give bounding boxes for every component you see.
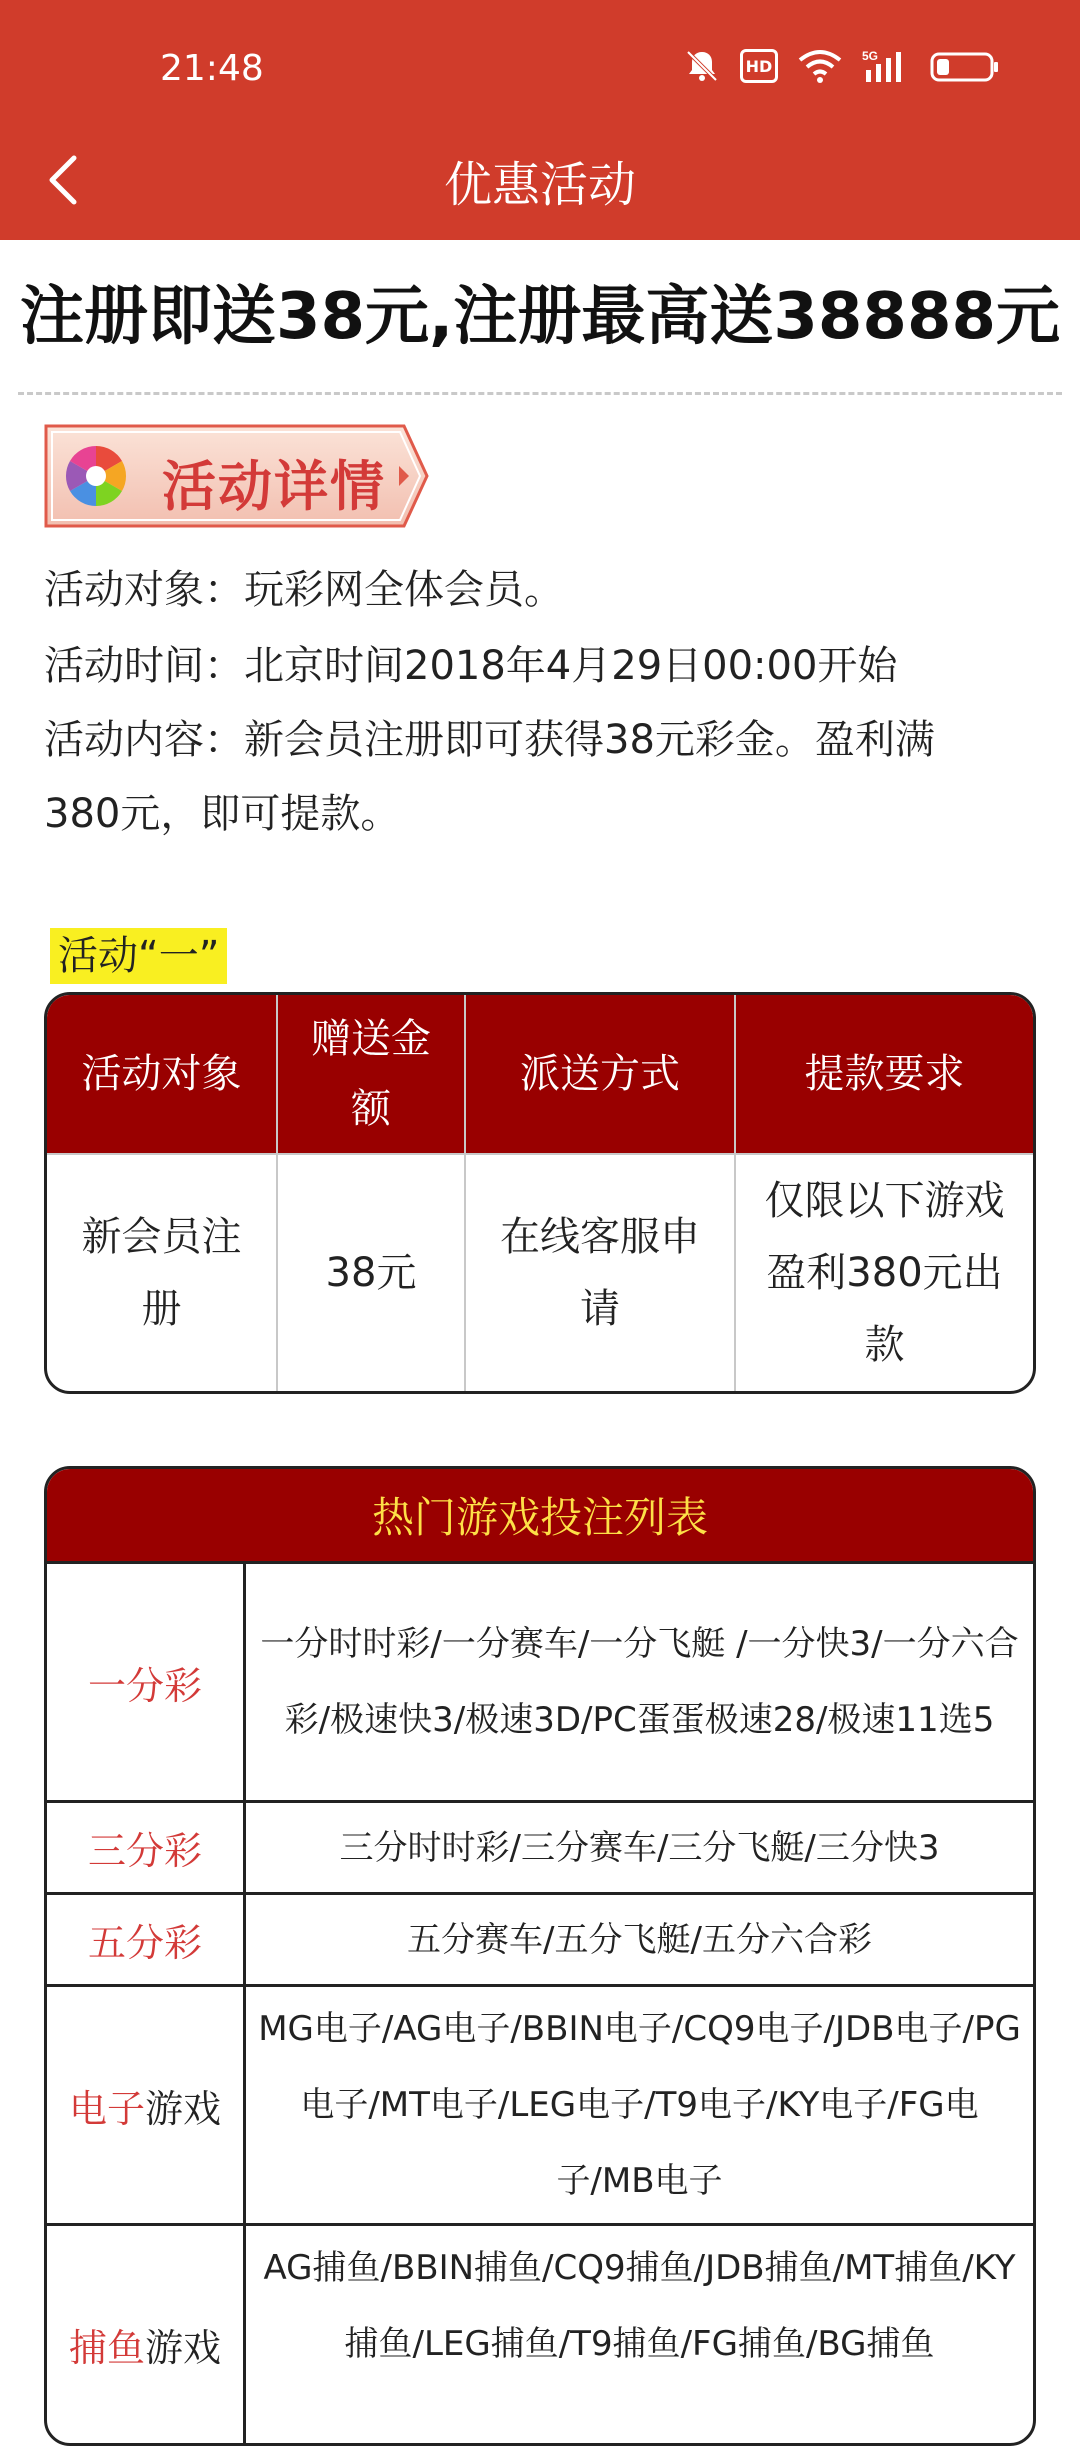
game-category: 一分彩 — [47, 1564, 246, 1800]
wifi-icon — [798, 48, 842, 84]
game-list: AG捕鱼/BBIN捕鱼/CQ9捕鱼/JDB捕鱼/MT捕鱼/KY捕鱼/LEG捕鱼/T9捕鱼/FG捕鱼/BG捕鱼 — [263, 2248, 1016, 2364]
game-list: MG电子/AG电子/BBIN电子/CQ9电子/JDB电子/PG电子/MT电子/LEG电子/T9电子/KY电子/FG电子/MB电子 — [258, 2009, 1021, 2201]
table-header-cell: 派送方式 — [466, 995, 736, 1155]
game-list: 一分时时彩/一分赛车/一分飞艇 /一分快3/一分六合彩/极速快3/极速3D/PC蛋蛋极速28/极速11选5 — [260, 1624, 1019, 1740]
game-category: 捕鱼 游戏 — [47, 2226, 246, 2446]
status-time: 21:48 — [160, 48, 264, 89]
table-header-cell: 赠送金额 — [278, 995, 466, 1155]
signal-5g-icon — [862, 48, 910, 84]
game-list: 五分赛车/五分飞艇/五分六合彩 — [407, 1919, 872, 1960]
activity-tag: 活动“一” — [50, 928, 227, 984]
promo-headline: 注册即送38元,注册最高送38888元 — [19, 280, 1061, 354]
svg-text:5G: 5G — [862, 49, 879, 63]
table-cell: 38元 — [278, 1155, 466, 1391]
badge-label: 活动详情 — [162, 455, 386, 518]
table-row — [47, 1803, 1033, 1895]
top-bar — [0, 0, 1080, 240]
bell-off-icon — [684, 48, 720, 84]
hot-games-table — [44, 1466, 1036, 2446]
hd-icon: HD — [740, 49, 778, 83]
page-title: 优惠活动 — [443, 157, 636, 213]
dashed-divider — [18, 392, 1062, 395]
status-icons — [684, 48, 1000, 84]
game-list: 三分时时彩/三分赛车/三分飞艇/三分快3 — [339, 1827, 940, 1868]
table-cell: 仅限以下游戏盈利380元出款 — [764, 1178, 1005, 1368]
activity-table — [44, 992, 1036, 1394]
info-time: 活动时间：北京时间2018年4月29日00:00开始 — [44, 643, 898, 689]
table-row — [47, 1564, 1033, 1803]
battery-icon — [930, 48, 1000, 84]
table-row — [47, 1987, 1033, 2226]
game-category: 电子 游戏 — [47, 1987, 246, 2223]
info-content-line2: 380元，即可提款。 — [44, 791, 401, 837]
info-target: 活动对象：玩彩网全体会员。 — [44, 567, 564, 613]
table-header-cell: 活动对象 — [47, 995, 278, 1155]
table-header-cell: 提款要求 — [736, 995, 1033, 1155]
game-category: 五分彩 — [47, 1895, 246, 1984]
activity-detail-badge — [44, 424, 429, 528]
table-row — [47, 1895, 1033, 1987]
game-category: 三分彩 — [47, 1803, 246, 1892]
hot-games-title: 热门游戏投注列表 — [47, 1469, 1033, 1564]
table-row — [47, 2226, 1033, 2446]
info-content-line1: 活动内容：新会员注册即可获得38元彩金。盈利满 — [44, 717, 935, 763]
table-cell: 在线客服申请 — [466, 1155, 736, 1391]
table-cell: 新会员注册 — [47, 1155, 278, 1391]
